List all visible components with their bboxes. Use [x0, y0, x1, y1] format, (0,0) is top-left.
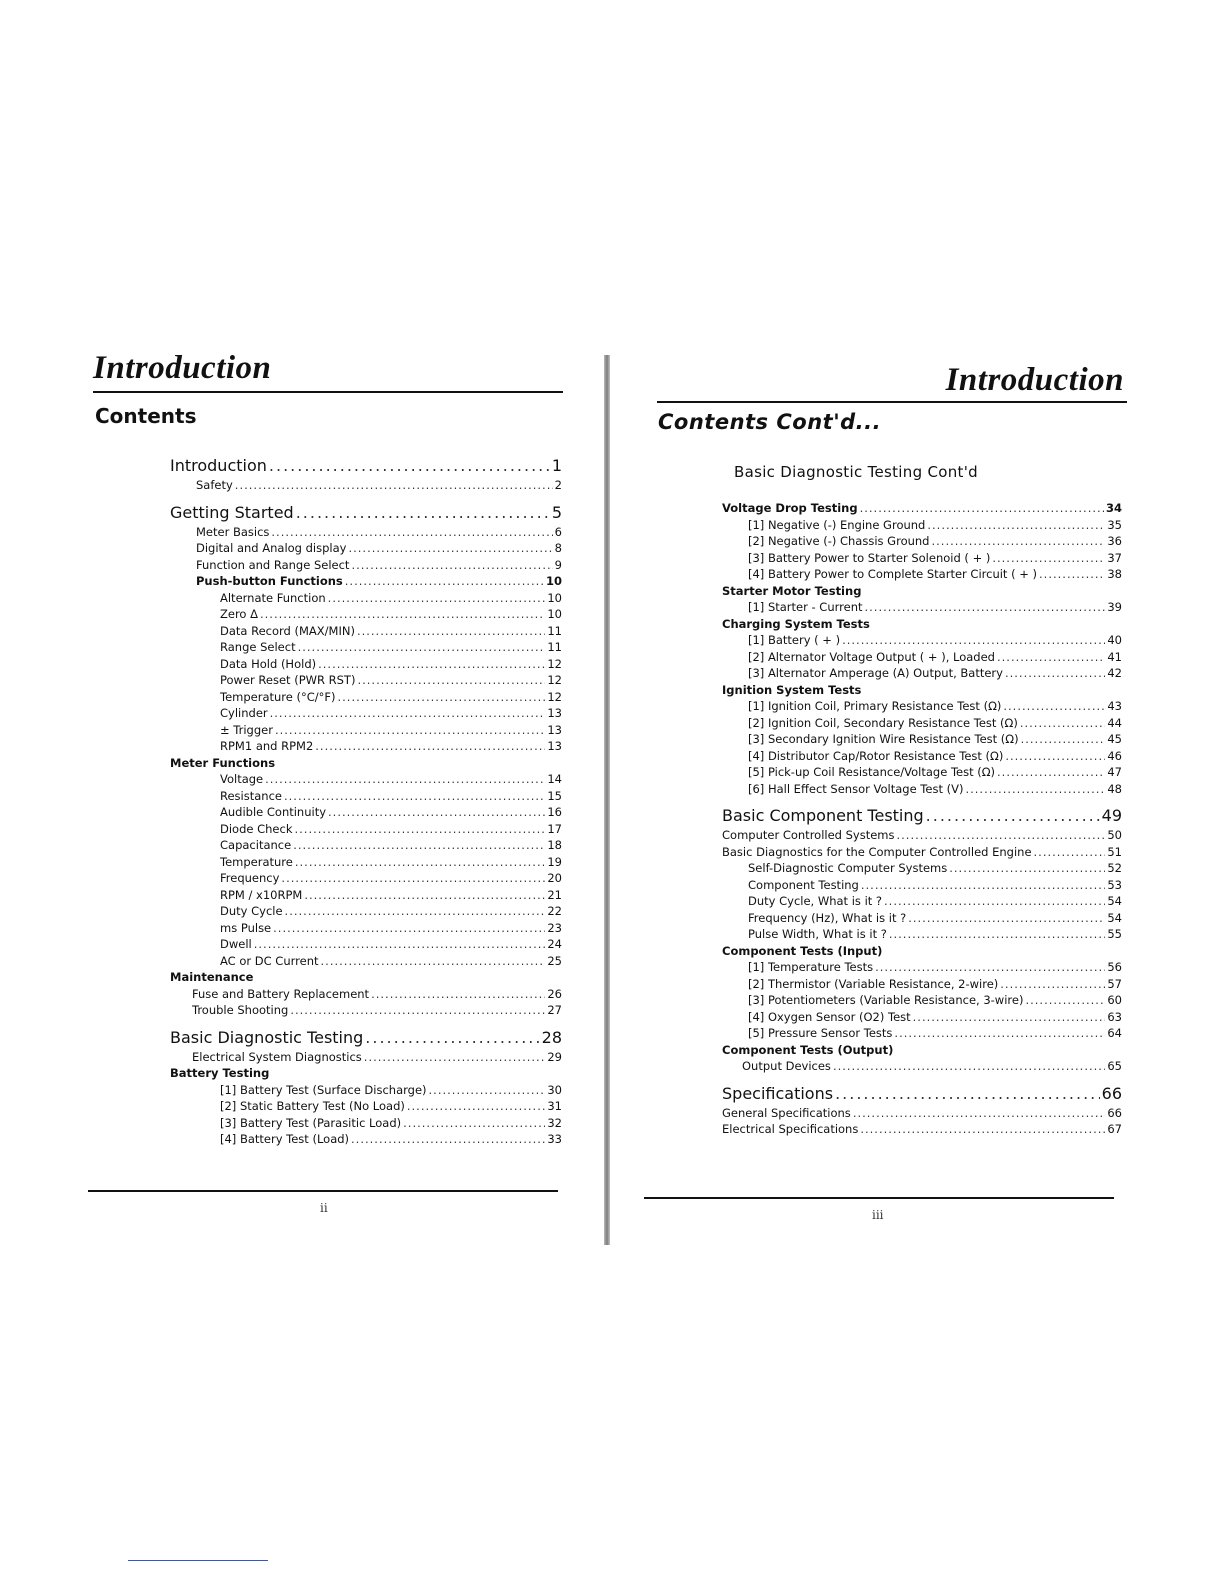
toc-page-number: 52	[1107, 861, 1122, 875]
page-number: ii	[320, 1201, 328, 1215]
toc-page-number: 37	[1107, 550, 1122, 565]
toc-page-number: 45	[1107, 732, 1122, 746]
toc-entry-label: Voltage Drop Testing	[722, 501, 858, 515]
toc-entry[interactable]	[722, 649, 1122, 666]
toc-leader-dots	[293, 837, 545, 854]
toc-leader-dots	[853, 1105, 1106, 1122]
toc-page-number: 32	[547, 1115, 562, 1130]
toc-entry[interactable]	[170, 705, 562, 722]
toc-leader-dots	[295, 821, 546, 838]
toc-entry[interactable]	[722, 976, 1122, 993]
toc-entry[interactable]	[722, 533, 1122, 550]
toc-entry[interactable]	[170, 804, 562, 821]
toc-entry-label: Component Testing	[748, 877, 859, 892]
toc-page-number: 10	[547, 590, 562, 605]
toc-leader-dots	[861, 877, 1106, 894]
toc-page-number: 34	[1105, 501, 1122, 515]
toc-entry-label: Frequency	[220, 871, 280, 885]
toc-entry[interactable]	[722, 910, 1122, 927]
toc-page-number: 13	[547, 722, 562, 737]
toc-entry-label: [2] Thermistor (Variable Resistance, 2-wire)	[748, 976, 999, 991]
toc-entry-label: Electrical Specifications	[722, 1122, 859, 1136]
toc-leader-dots	[997, 649, 1105, 666]
toc-leader-dots	[403, 1115, 545, 1132]
toc-entry-label: Push-button Functions	[196, 574, 343, 588]
toc-entry[interactable]	[170, 821, 562, 838]
toc-page-number: 48	[1107, 781, 1122, 796]
toc-entry[interactable]	[170, 953, 562, 970]
toc-leader-dots	[926, 805, 1100, 827]
toc-leader-dots	[1005, 665, 1105, 682]
toc-entry[interactable]	[722, 764, 1122, 781]
toc-entry[interactable]	[170, 1002, 562, 1019]
toc-leader-dots	[949, 860, 1105, 877]
toc-entry[interactable]	[170, 1115, 562, 1132]
toc-entry-label: Meter Basics	[196, 524, 270, 539]
toc-entry-label: [5] Pressure Sensor Tests	[748, 1026, 893, 1040]
toc-leader-dots	[364, 1049, 546, 1066]
toc-entry[interactable]	[170, 477, 562, 494]
toc-entry-label: [1] Ignition Coil, Primary Resistance Test (Ω)	[748, 699, 1002, 713]
toc-entry-label: Data Record (MAX/MIN)	[220, 623, 355, 638]
toc-leader-dots	[284, 788, 545, 805]
toc-entry[interactable]	[170, 870, 562, 887]
title-rule	[93, 391, 563, 393]
toc-page-number: 10	[545, 574, 562, 588]
page-number: iii	[872, 1208, 884, 1222]
toc-leader-dots	[1020, 715, 1106, 732]
toc-entry[interactable]	[722, 781, 1122, 798]
toc-page-number: 9	[554, 557, 562, 572]
toc-entry-label: [2] Ignition Coil, Secondary Resistance Test (Ω)	[748, 715, 1018, 730]
toc-leader-dots	[931, 533, 1105, 550]
toc-page-number: 23	[547, 920, 562, 935]
toc-entry-label: Duty Cycle, What is it ?	[748, 894, 883, 908]
toc-page-number: 22	[547, 904, 562, 918]
toc-entry[interactable]	[722, 827, 1122, 844]
title-rule	[657, 401, 1127, 403]
toc-leader-dots	[357, 672, 545, 689]
toc-leader-dots	[260, 606, 545, 623]
toc-group-heading: Meter Functions	[170, 755, 276, 770]
toc-page-number: 5	[551, 502, 562, 522]
toc-entry-label: RPM1 and RPM2	[220, 739, 314, 753]
toc-leader-dots	[265, 771, 545, 788]
footer-rule	[644, 1197, 1114, 1199]
toc-leader-dots	[328, 590, 546, 607]
toc-page-number: 27	[547, 1003, 562, 1017]
toc-page-number: 25	[547, 953, 562, 968]
toc-page-number: 11	[547, 640, 562, 654]
toc-page-number: 28	[541, 1027, 562, 1047]
toc-entry[interactable]	[170, 788, 562, 805]
toc-entry-label: [5] Pick-up Coil Resistance/Voltage Test (Ω)	[748, 765, 996, 779]
toc-entry-label: [1] Battery Test (Surface Discharge)	[220, 1082, 427, 1097]
toc-page-number: 12	[547, 689, 562, 704]
toc-entry[interactable]	[722, 992, 1122, 1009]
toc-entry-label: Dwell	[220, 937, 252, 951]
toc-page-number: 12	[547, 656, 562, 671]
toc-leader-dots	[860, 1121, 1105, 1138]
toc-entry-label: Frequency (Hz), What is it ?	[748, 910, 907, 925]
toc-entry[interactable]	[722, 877, 1122, 894]
toc-entry[interactable]	[170, 722, 562, 739]
toc-entry-label: Basic Component Testing	[722, 806, 924, 825]
toc-entry[interactable]	[722, 860, 1122, 877]
contents-heading: Contents	[95, 404, 197, 428]
toc-entry-label: Trouble Shooting	[192, 1003, 289, 1017]
toc-leader-dots	[965, 781, 1105, 798]
toc-entry-label: Specifications	[722, 1083, 834, 1103]
toc-leader-dots	[254, 936, 546, 953]
toc-leader-dots	[298, 639, 546, 656]
toc-page-number: 38	[1107, 567, 1122, 581]
toc-entry-label: Capacitance	[220, 838, 292, 852]
toc-section-entry[interactable]	[722, 805, 1122, 827]
toc-entry-label: Function and Range Select	[196, 557, 350, 572]
toc-page-number: 36	[1107, 534, 1122, 548]
toc-leader-dots	[351, 1131, 545, 1148]
toc-entry-label: Zero Δ	[220, 607, 258, 621]
toc-entry[interactable]	[170, 672, 562, 689]
toc-entry[interactable]	[170, 590, 562, 607]
toc-entry[interactable]	[170, 1049, 562, 1066]
toc-entry-label: Basic Diagnostics for the Computer Controlled Engine	[722, 844, 1032, 859]
toc-entry[interactable]	[170, 920, 562, 937]
toc-entry[interactable]	[170, 623, 562, 640]
toc-entry[interactable]	[170, 986, 562, 1003]
toc-entry[interactable]	[170, 1082, 562, 1099]
toc-entry[interactable]	[722, 1009, 1122, 1026]
toc-entry-label: [2] Negative (-) Chassis Ground	[748, 534, 930, 548]
toc-page-number: 60	[1107, 993, 1122, 1007]
toc-leader-dots	[270, 705, 546, 722]
toc-leader-dots	[1021, 731, 1106, 748]
toc-leader-dots	[285, 903, 546, 920]
toc-entry[interactable]	[170, 1098, 562, 1115]
toc-entry-label: Pulse Width, What is it ?	[748, 927, 887, 941]
toc-leader-dots	[1034, 844, 1106, 861]
toc-page-number: 35	[1107, 517, 1122, 532]
toc-leader-dots	[345, 573, 544, 590]
toc-entry-label: [4] Oxygen Sensor (O2) Test	[748, 1009, 911, 1024]
toc-entry-label: Fuse and Battery Replacement	[192, 986, 370, 1001]
toc-page-number: 47	[1107, 765, 1122, 779]
toc-group-heading: Ignition System Tests	[722, 682, 862, 697]
toc-page-number: 18	[547, 838, 562, 852]
toc-entry-label: Basic Diagnostic Testing	[170, 1027, 364, 1047]
toc-entry[interactable]	[170, 771, 562, 788]
toc-entry-label: [3] Battery Power to Starter Solenoid ( + )	[748, 550, 991, 565]
toc-page-number: 46	[1107, 748, 1122, 763]
toc-entry-label: [1] Negative (-) Engine Ground	[748, 517, 926, 532]
toc-entry[interactable]	[170, 1131, 562, 1148]
toc-leader-dots	[992, 550, 1105, 567]
toc-page-number: 53	[1107, 877, 1122, 892]
toc-entry-label: Duty Cycle	[220, 904, 283, 918]
toc-page-number: 29	[547, 1049, 562, 1064]
toc-page-number: 2	[554, 478, 562, 492]
toc-entry[interactable]	[722, 599, 1122, 616]
toc-entry[interactable]	[722, 566, 1122, 583]
toc-entry[interactable]	[170, 540, 562, 557]
toc-page-number: 6	[554, 524, 562, 539]
toc-leader-dots	[835, 1083, 1100, 1105]
toc-entry[interactable]	[722, 959, 1122, 976]
toc-entry-label: Temperature (°C/°F)	[220, 689, 336, 704]
toc-entry-label: Introduction	[170, 456, 267, 475]
toc-leader-dots	[235, 477, 553, 494]
toc-leader-dots	[884, 893, 1105, 910]
toc-entry-label: Computer Controlled Systems	[722, 828, 895, 842]
toc-entry-label: Diode Check	[220, 821, 293, 836]
toc-page-number: 13	[547, 706, 562, 720]
toc-leader-dots	[860, 500, 1104, 517]
toc-page-number: 12	[547, 673, 562, 687]
toc-entry-label: RPM / x10RPM	[220, 887, 303, 902]
toc-page-number: 54	[1107, 894, 1122, 908]
toc-group-heading: Starter Motor Testing	[722, 583, 862, 598]
toc-entry[interactable]	[170, 557, 562, 574]
toc-entry-label: Getting Started	[170, 502, 294, 522]
toc-page-number: 54	[1107, 910, 1122, 925]
toc-page-number: 33	[547, 1132, 562, 1146]
toc-page-number: 24	[547, 937, 562, 951]
contents-heading: Contents Cont'd...	[658, 410, 882, 434]
toc-entry[interactable]	[170, 854, 562, 871]
toc-leader-dots	[1000, 976, 1105, 993]
book-binding	[604, 355, 610, 1245]
toc-leader-dots	[1025, 992, 1105, 1009]
toc-leader-dots	[271, 524, 552, 541]
toc-entry[interactable]	[170, 524, 562, 541]
toc-entry[interactable]	[722, 500, 1122, 517]
toc-entry-label: Resistance	[220, 788, 282, 803]
toc-leader-dots	[889, 926, 1106, 943]
toc-entry-label: Self-Diagnostic Computer Systems	[748, 861, 948, 875]
toc-leader-dots	[296, 502, 550, 524]
toc-leader-dots	[894, 1025, 1105, 1042]
toc-entry[interactable]	[722, 1121, 1122, 1138]
toc-entry-label: Cylinder	[220, 706, 268, 720]
toc-entry-label: Safety	[196, 478, 233, 492]
toc-group-heading: Component Tests (Input)	[722, 943, 883, 958]
toc-entry[interactable]	[170, 639, 562, 656]
toc-leader-dots	[295, 854, 546, 871]
toc-page-number: 66	[1101, 1083, 1122, 1103]
toc-page-number: 21	[547, 887, 562, 902]
toc-entry-label: Voltage	[220, 772, 264, 786]
toc-leader-dots	[833, 1058, 1105, 1075]
toc-page-number: 43	[1107, 699, 1122, 713]
toc-entry-label: AC or DC Current	[220, 953, 319, 968]
toc-entry-label: General Specifications	[722, 1105, 851, 1120]
toc-leader-dots	[290, 1002, 545, 1019]
section-subheading: Basic Diagnostic Testing Cont'd	[734, 463, 978, 481]
toc-entry-label: Electrical System Diagnostics	[192, 1049, 362, 1064]
toc-entry[interactable]	[722, 731, 1122, 748]
toc-entry-label: [4] Battery Power to Complete Starter Circuit ( + )	[748, 567, 1038, 581]
toc-entry[interactable]	[170, 936, 562, 953]
toc-leader-dots	[318, 656, 545, 673]
toc-entry[interactable]	[722, 1058, 1122, 1075]
toc-leader-dots	[315, 738, 545, 755]
toc-entry[interactable]	[170, 887, 562, 904]
toc-leader-dots	[269, 455, 550, 477]
toc-page-number: 66	[1107, 1105, 1122, 1120]
toc-entry[interactable]	[170, 656, 562, 673]
toc-page-number: 10	[547, 607, 562, 621]
toc-page-number: 67	[1107, 1122, 1122, 1136]
toc-section-entry[interactable]	[170, 455, 562, 477]
footer-rule	[88, 1190, 558, 1192]
toc-entry[interactable]	[722, 844, 1122, 861]
toc-entry-label: [3] Battery Test (Parasitic Load)	[220, 1115, 402, 1130]
toc-entry-label: [6] Hall Effect Sensor Voltage Test (V)	[748, 781, 964, 796]
toc-page-number: 64	[1107, 1026, 1122, 1040]
toc-entry[interactable]	[722, 632, 1122, 649]
toc-section-entry[interactable]	[170, 502, 562, 524]
toc-page-number: 31	[547, 1099, 562, 1113]
toc-leader-dots	[927, 517, 1105, 534]
stray-line	[128, 1560, 268, 1561]
toc-entry[interactable]	[170, 837, 562, 854]
toc-entry-label: [3] Alternator Amperage (A) Output, Battery	[748, 666, 1003, 680]
toc-entry-label: [3] Potentiometers (Variable Resistance, 3-wire)	[748, 993, 1024, 1007]
toc-entry[interactable]	[722, 715, 1122, 732]
toc-entry-label: ± Trigger	[220, 722, 273, 737]
toc-leader-dots	[875, 959, 1105, 976]
toc-leader-dots	[865, 599, 1106, 616]
toc-page-number: 50	[1107, 828, 1122, 842]
toc-page-number: 57	[1107, 976, 1122, 991]
page-title: Introduction	[945, 362, 1124, 398]
toc-entry-label: Alternate Function	[220, 590, 326, 605]
toc-group-heading: Charging System Tests	[722, 616, 870, 631]
toc-entry[interactable]	[170, 573, 562, 590]
toc-page-number: 8	[554, 541, 562, 555]
toc-page-number: 13	[547, 739, 562, 753]
toc-entry[interactable]	[722, 698, 1122, 715]
toc-leader-dots	[338, 689, 546, 706]
toc-entry-label: [1] Temperature Tests	[748, 960, 874, 974]
toc-entry-label: Digital and Analog display	[196, 541, 347, 555]
toc-leader-dots	[371, 986, 545, 1003]
toc-entry[interactable]	[722, 748, 1122, 765]
toc-entry[interactable]	[722, 1025, 1122, 1042]
toc-leader-dots	[908, 910, 1105, 927]
toc-entry-label: Range Select	[220, 640, 296, 654]
toc-page-number: 19	[547, 854, 562, 869]
toc-entry-label: Data Hold (Hold)	[220, 656, 317, 671]
toc-entry-label: Power Reset (PWR RST)	[220, 673, 356, 687]
toc-page-number: 51	[1107, 844, 1122, 859]
toc-page-number: 44	[1107, 715, 1122, 730]
toc-leader-dots	[1003, 698, 1105, 715]
table-of-contents	[722, 500, 1122, 1138]
toc-leader-dots	[273, 920, 545, 937]
toc-entry[interactable]	[170, 606, 562, 623]
toc-leader-dots	[357, 623, 545, 640]
toc-entry-label: Audible Continuity	[220, 805, 327, 819]
toc-page-number: 41	[1107, 649, 1122, 664]
toc-page-number: 15	[547, 788, 562, 803]
toc-leader-dots	[913, 1009, 1106, 1026]
toc-page-number: 56	[1107, 960, 1122, 974]
toc-entry-label: [2] Alternator Voltage Output ( + ), Loaded	[748, 649, 995, 664]
toc-leader-dots	[1039, 566, 1105, 583]
toc-entry[interactable]	[722, 665, 1122, 682]
toc-page-number: 11	[547, 623, 562, 638]
toc-entry-label: [1] Battery ( + )	[748, 633, 841, 647]
toc-leader-dots	[304, 887, 545, 904]
toc-section-entry[interactable]	[722, 1083, 1122, 1105]
toc-group-heading: Component Tests (Output)	[722, 1042, 894, 1057]
toc-entry[interactable]	[170, 903, 562, 920]
toc-page-number: 26	[547, 986, 562, 1001]
toc-entry-label: [4] Battery Test (Load)	[220, 1132, 350, 1146]
toc-leader-dots	[348, 540, 552, 557]
toc-entry[interactable]	[722, 1105, 1122, 1122]
toc-leader-dots	[351, 557, 552, 574]
toc-group-heading: Battery Testing	[170, 1066, 270, 1080]
toc-leader-dots	[321, 953, 546, 970]
toc-entry[interactable]	[722, 550, 1122, 567]
toc-entry[interactable]	[722, 517, 1122, 534]
toc-page-number: 30	[547, 1082, 562, 1097]
toc-leader-dots	[281, 870, 545, 887]
toc-entry-label: [3] Secondary Ignition Wire Resistance Test (Ω)	[748, 732, 1019, 746]
toc-page-number: 17	[547, 821, 562, 836]
toc-entry-label: [4] Distributor Cap/Rotor Resistance Test (Ω)	[748, 748, 1004, 763]
toc-leader-dots	[997, 764, 1105, 781]
toc-leader-dots	[429, 1082, 546, 1099]
toc-leader-dots	[365, 1027, 539, 1049]
toc-page-number: 20	[547, 871, 562, 885]
toc-leader-dots	[407, 1098, 546, 1115]
toc-page-number: 39	[1107, 600, 1122, 614]
table-of-contents	[170, 447, 562, 1148]
toc-page-number: 40	[1107, 633, 1122, 647]
page-title: Introduction	[93, 350, 272, 386]
toc-leader-dots	[897, 827, 1106, 844]
toc-entry-label: ms Pulse	[220, 920, 272, 935]
toc-section-entry[interactable]	[170, 1027, 562, 1049]
toc-entry[interactable]	[170, 738, 562, 755]
toc-entry[interactable]	[722, 926, 1122, 943]
toc-page-number: 63	[1107, 1009, 1122, 1024]
toc-page-number: 16	[547, 805, 562, 819]
toc-page-number: 42	[1107, 666, 1122, 680]
toc-entry-label: [1] Starter - Current	[748, 600, 863, 614]
toc-entry[interactable]	[170, 689, 562, 706]
toc-page-number: 55	[1107, 927, 1122, 941]
toc-entry-label: Temperature	[220, 854, 293, 869]
toc-page-number: 49	[1101, 806, 1122, 825]
toc-page-number: 65	[1107, 1059, 1122, 1073]
toc-page-number: 1	[551, 456, 562, 475]
toc-leader-dots	[275, 722, 545, 739]
toc-entry-label: Output Devices	[742, 1059, 831, 1073]
toc-entry[interactable]	[722, 893, 1122, 910]
toc-leader-dots	[842, 632, 1105, 649]
toc-group-heading: Maintenance	[170, 970, 254, 984]
toc-entry-label: [2] Static Battery Test (No Load)	[220, 1099, 405, 1113]
toc-leader-dots	[328, 804, 545, 821]
toc-page-number: 14	[547, 772, 562, 786]
toc-leader-dots	[1005, 748, 1105, 765]
